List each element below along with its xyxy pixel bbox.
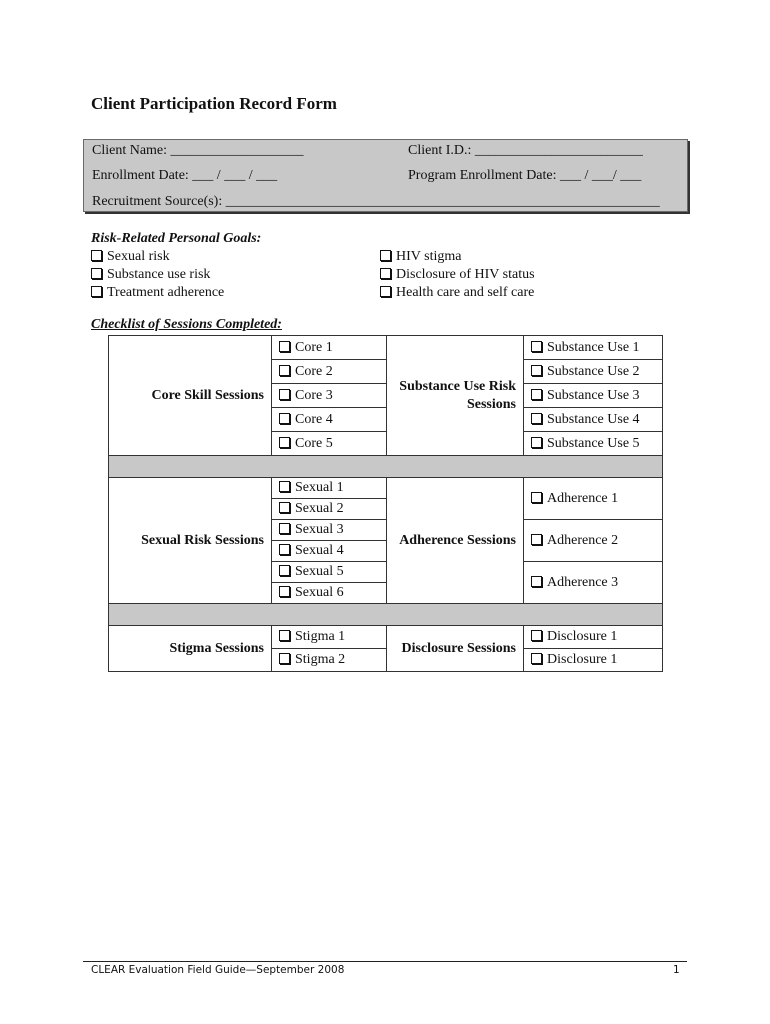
goal-label: Disclosure of HIV status <box>396 267 535 282</box>
checkbox-icon <box>531 437 542 448</box>
goal-label: Sexual risk <box>107 249 170 264</box>
session-label: Stigma 2 <box>295 652 346 667</box>
session-label: Sexual 5 <box>295 564 344 579</box>
checkbox-icon <box>279 502 290 513</box>
checkbox-icon <box>531 341 542 352</box>
checklist-heading: Checklist of Sessions Completed: <box>91 317 282 332</box>
checkbox-icon <box>380 250 391 261</box>
session-checkbox-substance-2[interactable] <box>524 360 663 384</box>
session-label: Substance Use 1 <box>547 339 640 355</box>
separator-row <box>109 604 663 626</box>
checkbox-icon <box>380 268 391 279</box>
checkbox-icon <box>279 365 290 376</box>
session-label: Stigma 1 <box>295 629 346 644</box>
session-checkbox-adherence-3[interactable] <box>524 562 663 604</box>
session-label: Sexual 6 <box>295 585 344 600</box>
session-label: Core 3 <box>295 387 333 403</box>
disclosure-sessions-label: Disclosure Sessions <box>387 626 524 672</box>
session-label: Sexual 4 <box>295 543 344 558</box>
goal-checkbox-treatment-adherence[interactable] <box>91 285 224 301</box>
goals-heading: Risk-Related Personal Goals: <box>91 231 262 246</box>
page-number: 1 <box>673 964 680 976</box>
core-sessions-label: Core Skill Sessions <box>109 336 272 456</box>
checkbox-icon <box>91 286 102 297</box>
page-title: Client Participation Record Form <box>91 94 337 113</box>
goal-label: Health care and self care <box>396 285 535 300</box>
session-label: Substance Use 4 <box>547 411 640 427</box>
session-checkbox-core-4[interactable] <box>272 408 387 432</box>
goal-checkbox-substance-use-risk[interactable] <box>91 267 210 283</box>
checkbox-icon <box>531 576 542 587</box>
session-checkbox-disclosure-1[interactable] <box>524 626 663 649</box>
checkbox-icon <box>531 492 542 503</box>
session-label: Core 2 <box>295 363 333 379</box>
checkbox-icon <box>531 413 542 424</box>
checkbox-icon <box>279 389 290 400</box>
session-label: Sexual 2 <box>295 501 344 516</box>
goal-checkbox-disclosure[interactable] <box>380 267 535 283</box>
checkbox-icon <box>279 523 290 534</box>
session-label: Sexual 1 <box>295 480 344 495</box>
session-label: Core 4 <box>295 411 333 427</box>
session-label: Substance Use 5 <box>547 435 640 451</box>
checkbox-icon <box>380 286 391 297</box>
enrollment-date-field[interactable]: Enrollment Date: ___ / ___ / ___ <box>92 168 278 183</box>
checkbox-icon <box>279 544 290 555</box>
session-checkbox-adherence-2[interactable] <box>524 520 663 562</box>
checkbox-icon <box>279 437 290 448</box>
session-checkbox-sexual-1[interactable] <box>272 478 387 499</box>
session-checkbox-sexual-2[interactable] <box>272 499 387 520</box>
session-checkbox-core-2[interactable] <box>272 360 387 384</box>
checkbox-icon <box>91 250 102 261</box>
session-checkbox-stigma-1[interactable] <box>272 626 387 649</box>
sexual-sessions-label: Sexual Risk Sessions <box>109 478 272 604</box>
footer-text: CLEAR Evaluation Field Guide—September 2008 <box>91 964 345 976</box>
checkbox-icon <box>91 268 102 279</box>
session-checkbox-core-1[interactable] <box>272 336 387 360</box>
checkbox-icon <box>279 341 290 352</box>
session-checkbox-core-5[interactable] <box>272 432 387 456</box>
session-checkbox-substance-4[interactable] <box>524 408 663 432</box>
session-checkbox-sexual-4[interactable] <box>272 541 387 562</box>
session-label: Core 1 <box>295 339 333 355</box>
session-checkbox-substance-5[interactable] <box>524 432 663 456</box>
session-label: Substance Use 2 <box>547 363 640 379</box>
session-checkbox-sexual-6[interactable] <box>272 583 387 604</box>
goal-label: Substance use risk <box>107 267 211 282</box>
checkbox-icon <box>279 653 290 664</box>
client-id-field[interactable]: Client I.D.: ________________________ <box>408 143 643 158</box>
substance-sessions-label: Substance Use Risk Sessions <box>387 336 524 456</box>
checkbox-icon <box>531 365 542 376</box>
goal-checkbox-health-care[interactable] <box>380 285 534 301</box>
checkbox-icon <box>531 630 542 641</box>
checkbox-icon <box>531 534 542 545</box>
session-label: Sexual 3 <box>295 522 344 537</box>
session-label: Adherence 3 <box>547 574 619 590</box>
checkbox-icon <box>531 389 542 400</box>
session-label: Disclosure 1 <box>547 629 618 644</box>
adherence-sessions-label: Adherence Sessions <box>387 478 524 604</box>
session-label: Substance Use 3 <box>547 387 640 403</box>
session-label: Adherence 1 <box>547 490 619 506</box>
client-name-field[interactable]: Client Name: ___________________ <box>92 143 304 158</box>
checkbox-icon <box>531 653 542 664</box>
session-checkbox-sexual-5[interactable] <box>272 562 387 583</box>
session-checkbox-disclosure-2[interactable] <box>524 649 663 672</box>
goal-label: Treatment adherence <box>107 285 225 300</box>
recruitment-sources-field[interactable]: Recruitment Source(s): ______________________________________________________________ <box>92 194 660 209</box>
checkbox-icon <box>279 413 290 424</box>
session-label: Disclosure 1 <box>547 652 618 667</box>
session-checkbox-stigma-2[interactable] <box>272 649 387 672</box>
session-label: Core 5 <box>295 435 333 451</box>
session-checkbox-substance-3[interactable] <box>524 384 663 408</box>
footer-rule <box>83 961 687 962</box>
sessions-checklist-table <box>108 335 663 672</box>
goal-checkbox-hiv-stigma[interactable] <box>380 249 461 265</box>
session-checkbox-sexual-3[interactable] <box>272 520 387 541</box>
session-checkbox-substance-1[interactable] <box>524 336 663 360</box>
goal-checkbox-sexual-risk[interactable] <box>91 249 170 265</box>
session-checkbox-adherence-1[interactable] <box>524 478 663 520</box>
client-info-box <box>83 139 688 212</box>
stigma-sessions-label: Stigma Sessions <box>109 626 272 672</box>
separator-row <box>109 456 663 478</box>
goal-label: HIV stigma <box>396 249 462 264</box>
program-enrollment-date-field[interactable]: Program Enrollment Date: ___ / ___/ ___ <box>408 168 642 183</box>
checkbox-icon <box>279 586 290 597</box>
checkbox-icon <box>279 481 290 492</box>
session-label: Adherence 2 <box>547 532 619 548</box>
checkbox-icon <box>279 565 290 576</box>
session-checkbox-core-3[interactable] <box>272 384 387 408</box>
checkbox-icon <box>279 630 290 641</box>
